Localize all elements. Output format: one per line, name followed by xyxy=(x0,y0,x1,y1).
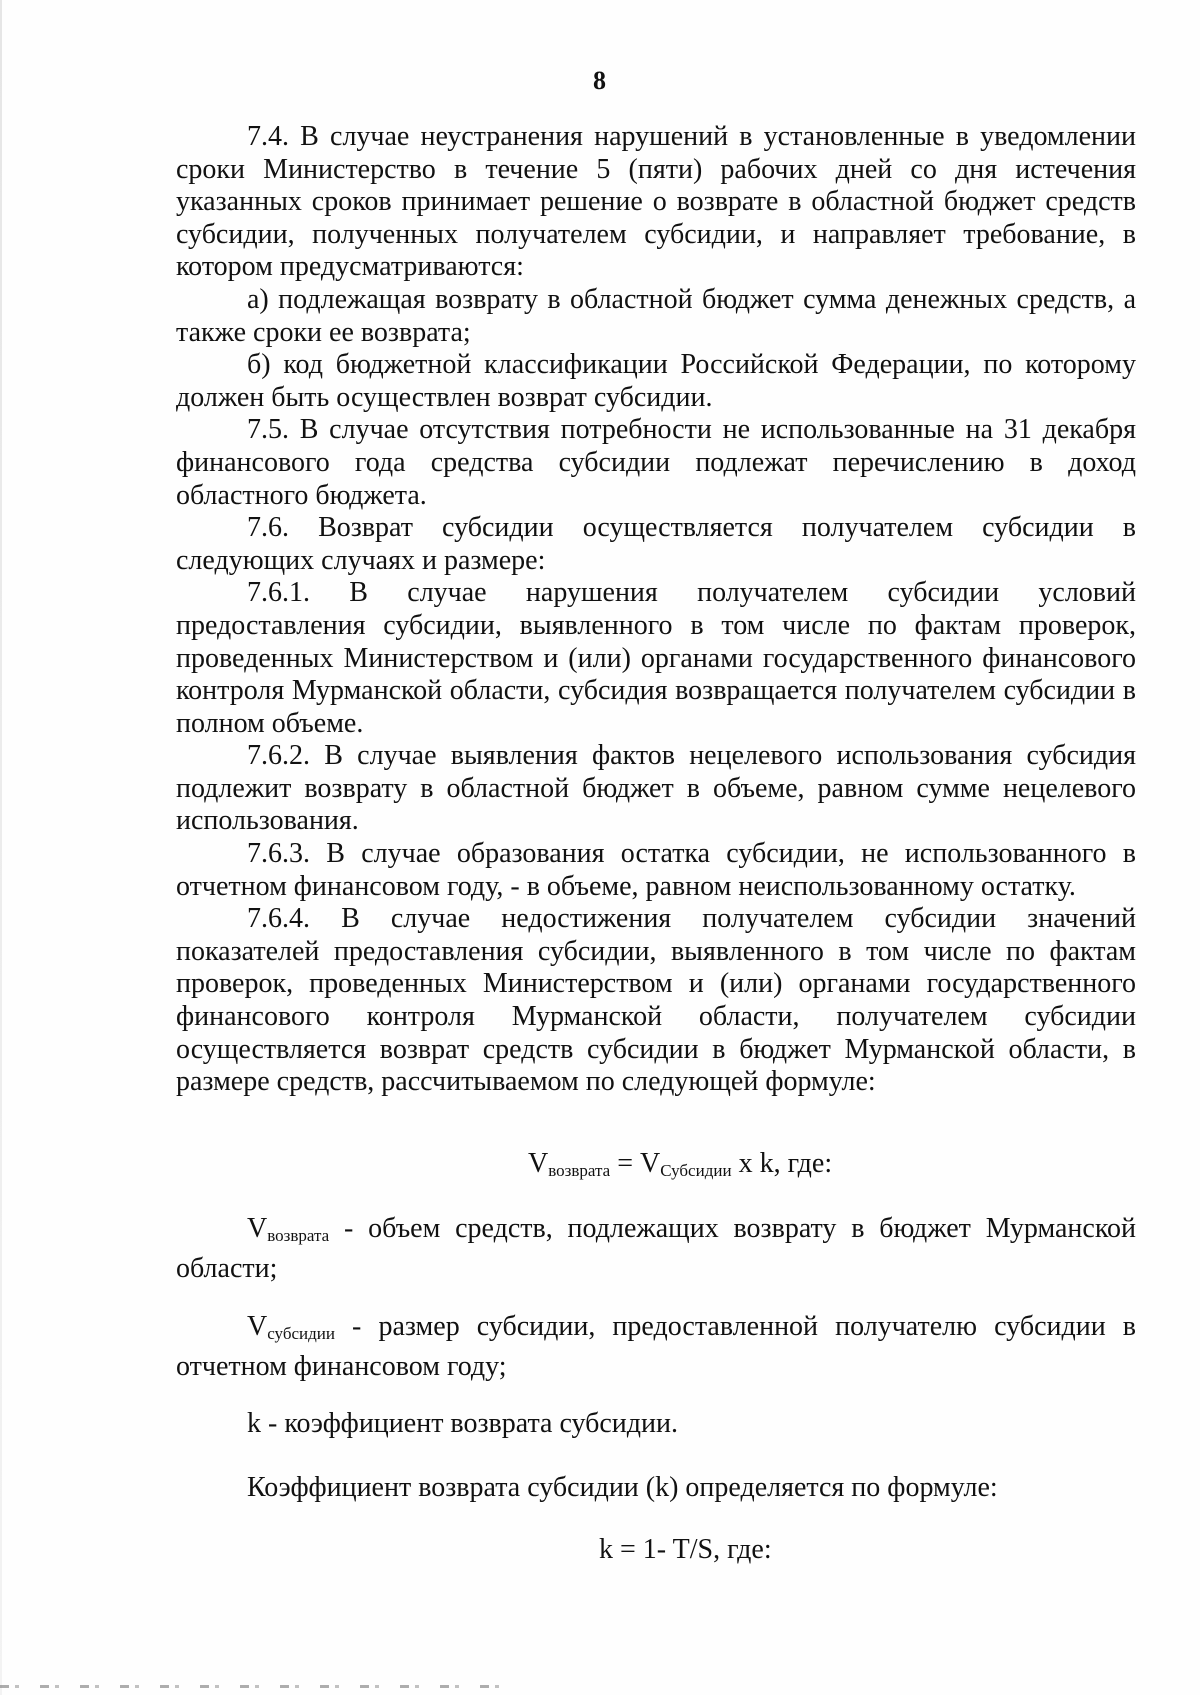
def-v-symbol: V xyxy=(247,1213,268,1244)
definition-v-subsidy-line xyxy=(176,1310,1136,1383)
definition-k xyxy=(176,1407,1136,1440)
paragraph-7-6-4: 7.6.4. В случае недостижения получателем субсидии значений показателей предоставления субсидии, выявленного в том числе по фактам проверок, проведенных Министерством и (или) органами государственного финансового контроля Мурманской области, получателем субсидии осуществляется возврат средств субсидии в бюджет Мурманской области, в размере средств, рассчитываемом по следующей формуле: xyxy=(176,903,1136,1098)
paragraph-7-6-3: 7.6.3. В случае образования остатка субсидии, не использованного в отчетном финансовом году, - в объеме, равном неиспользованному остатку. xyxy=(176,838,1136,902)
formula-v-symbol-2: V xyxy=(639,1148,661,1179)
coefficient-intro xyxy=(176,1471,1136,1504)
formula-return-expression xyxy=(528,1148,832,1187)
paragraph-7-4: 7.4. В случае неустранения нарушений в установленные в уведомлении сроки Министерство в течение 5 (пяти) рабочих дней со дня истечения указанных сроков принимает решение о возврате в областной бюджет средств субсидии, полученных получателем субсидии, и направляет требование, в котором предусматриваются: xyxy=(176,121,1136,283)
paragraph-7-4-a: а) подлежащая возврату в областной бюджет сумма денежных средств, а также сроки ее возврата; xyxy=(176,283,1136,348)
formula-tail: x k, где: xyxy=(731,1148,833,1179)
formula-v-symbol: V xyxy=(528,1148,549,1179)
def-subsidy-text: - размер субсидии, предоставленной получателю субсидии в отчетном финансовом году; xyxy=(176,1311,1136,1382)
def-sub-return: возврата xyxy=(267,1226,330,1245)
scan-edge-shadow xyxy=(0,0,2,1695)
def-return-text: - объем средств, подлежащих возврату в бюджет Мурманской области; xyxy=(176,1213,1136,1284)
definition-v-return xyxy=(176,1212,1136,1285)
coefficient-intro-line: Коэффициент возврата субсидии (k) определяется по формуле: xyxy=(247,1472,998,1503)
formula-sub-subsidy: Субсидии xyxy=(660,1161,732,1180)
formula-equals: = xyxy=(610,1148,640,1179)
definition-v-return-line xyxy=(176,1212,1136,1285)
def-v-symbol-2: V xyxy=(247,1311,268,1342)
document-body xyxy=(176,121,1136,1099)
paragraph-7-6-1: 7.6.1. В случае нарушения получателем субсидии условий предоставления субсидии, выявленного в том числе по фактам проверок, проведенных Министерством и (или) органами государственного финансового контроля Мурманской области, субсидия возвращается получателем субсидии в полном объеме. xyxy=(176,577,1136,739)
def-sub-subsidy: субсидии xyxy=(267,1324,335,1343)
paragraph-7-4-b: б) код бюджетной классификации Российской Федерации, по которому должен быть осуществлен возврат субсидии. xyxy=(176,349,1136,413)
definition-k-line: k - коэффициент возврата субсидии. xyxy=(247,1408,679,1439)
definition-v-subsidy xyxy=(176,1310,1136,1383)
paragraph-7-5: 7.5. В случае отсутствия потребности не использованные на 31 декабря финансового года средства субсидии подлежат перечислению в доход областного бюджета. xyxy=(176,414,1136,511)
formula-coefficient-expression: k = 1- T/S, где: xyxy=(599,1534,772,1565)
scan-bottom-artifacts xyxy=(0,1685,500,1688)
page-number: 8 xyxy=(593,66,607,95)
formula-sub-return: возврата xyxy=(548,1161,611,1180)
paragraph-7-6: 7.6. Возврат субсидии осуществляется получателем субсидии в следующих случаях и размере: xyxy=(176,512,1136,576)
paragraph-7-6-2: 7.6.2. В случае выявления фактов нецелевого использования субсидия подлежит возврату в областной бюджет в объеме, равном сумме нецелевого использования. xyxy=(176,740,1136,837)
